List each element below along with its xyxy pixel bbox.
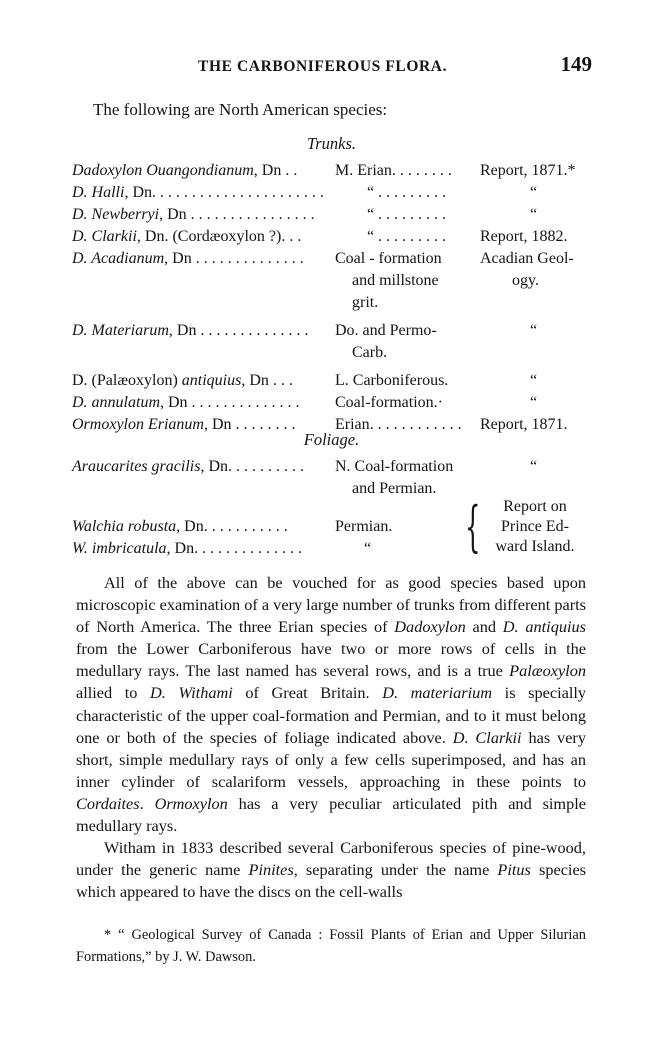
species-name: D. Materiarum, Dn . . . . . . . . . . . . . .	[72, 322, 309, 339]
paragraph: Witham in 1833 described several Carboniferous species of pine-wood, under the generic name Pinites, separating under the name Pitus species which appeared to have the discs on the cell-walls	[76, 838, 587, 902]
list-item	[72, 370, 592, 392]
formation: Carb.	[352, 344, 388, 361]
reference: “	[530, 206, 538, 223]
trunks-list	[72, 160, 592, 436]
reference: Acadian Geol-	[480, 250, 574, 267]
reference: “	[530, 394, 538, 411]
formation: M. Erian. . . . . . . .	[335, 162, 452, 179]
species-name: D. Halli, Dn. . . . . . . . . . . . . . . . . . . . . .	[72, 184, 325, 201]
formation: N. Coal-formation	[335, 458, 454, 475]
reference: “	[530, 322, 538, 339]
species-name: D. Newberryi, Dn . . . . . . . . . . . . . . . .	[72, 206, 315, 223]
formation: and Permian.	[352, 480, 437, 497]
formation: “ . . . . . . . . .	[367, 206, 447, 223]
formation: grit.	[352, 294, 379, 311]
list-item	[72, 160, 592, 182]
brace-reference-line: ward Island.	[495, 538, 575, 555]
formation: “	[364, 540, 372, 557]
formation: “ . . . . . . . . .	[367, 184, 447, 201]
list-item	[72, 226, 592, 248]
list-item	[72, 270, 592, 292]
list-item	[72, 204, 592, 226]
species-name: W. imbricatula, Dn. . . . . . . . . . . . . .	[72, 540, 303, 557]
species-name: Walchia robusta, Dn. . . . . . . . . . .	[72, 518, 288, 535]
species-name: Ormoxylon Erianum, Dn . . . . . . . .	[72, 416, 296, 433]
formation: Do. and Permo-	[335, 322, 437, 339]
formation: Coal-formation.·	[335, 394, 443, 411]
species-name: D. (Palæoxylon) antiquius, Dn . . .	[72, 372, 293, 389]
paragraph: All of the above can be vouched for as good species based upon microscopic examination of a very large number of trunks from different parts of North America. The three Erian species of Dadoxylon and D. antiquius from the Lower Carboniferous have two or more rows of cells in the medullary rays. The last named has several rows, and is a true Palæoxylon allied to D. Withami of Great Britain. D. materiarium is specially characteristic of the upper coal-formation and Permian, and to it must belong one or both of the species of foliage indicated above. D. Clarkii has very short, simple medullary rays of only a few cells superimposed, and has an inner cylinder of scalariform vessels, approaching in these points to Cordaites. Ormoxylon has a very peculiar articulated pith and simple medullary rays.	[76, 573, 587, 836]
species-name: D. Acadianum, Dn . . . . . . . . . . . . . .	[72, 250, 304, 267]
trunks-heading: Trunks.	[306, 134, 357, 153]
list-item	[72, 248, 592, 270]
species-name: Dadoxylon Ouangondianum, Dn . .	[72, 162, 298, 179]
footnote	[76, 924, 586, 968]
species-name: Araucarites gracilis, Dn. . . . . . . . . .	[72, 458, 304, 475]
formation: Permian.	[335, 518, 393, 535]
reference: “	[530, 458, 538, 475]
reference: Report, 1871.	[480, 416, 568, 433]
formation: Erian. . . . . . . . . . . .	[335, 416, 462, 433]
formation: L. Carboniferous.	[335, 372, 449, 389]
list-item	[72, 292, 592, 314]
species-name: D. Clarkii, Dn. (Cordæoxylon ?). . .	[72, 228, 302, 245]
brace-reference	[480, 497, 590, 557]
list-item	[72, 182, 592, 204]
formation: Coal - formation	[335, 250, 442, 267]
list-item	[72, 392, 592, 414]
page-header	[60, 52, 600, 80]
footnote-text: * “ Geological Survey of Canada : Fossil Plants of Erian and Upper Silurian Formations,” by J. W. Dawson.	[76, 927, 586, 965]
formation: and millstone	[352, 272, 439, 289]
reference: “	[530, 184, 538, 201]
page-number: 149	[560, 52, 592, 76]
reference: Report, 1882.	[480, 228, 568, 245]
foliage-heading: Foliage.	[303, 430, 360, 449]
brace-reference-line: Prince Ed-	[501, 518, 569, 535]
intro-line: The following are North American species:	[93, 100, 388, 119]
list-item	[72, 320, 592, 342]
curly-brace: {	[465, 495, 481, 558]
reference: “	[530, 372, 538, 389]
list-item	[72, 456, 592, 478]
reference: Report, 1871.*	[480, 162, 576, 179]
running-title: THE CARBONIFEROUS FLORA.	[198, 58, 448, 75]
list-item	[72, 342, 592, 364]
reference: ogy.	[512, 272, 539, 289]
body-text	[76, 572, 586, 903]
brace-reference-line: Report on	[503, 498, 567, 515]
species-name: D. annulatum, Dn . . . . . . . . . . . . . .	[72, 394, 300, 411]
formation: “ . . . . . . . . .	[367, 228, 447, 245]
